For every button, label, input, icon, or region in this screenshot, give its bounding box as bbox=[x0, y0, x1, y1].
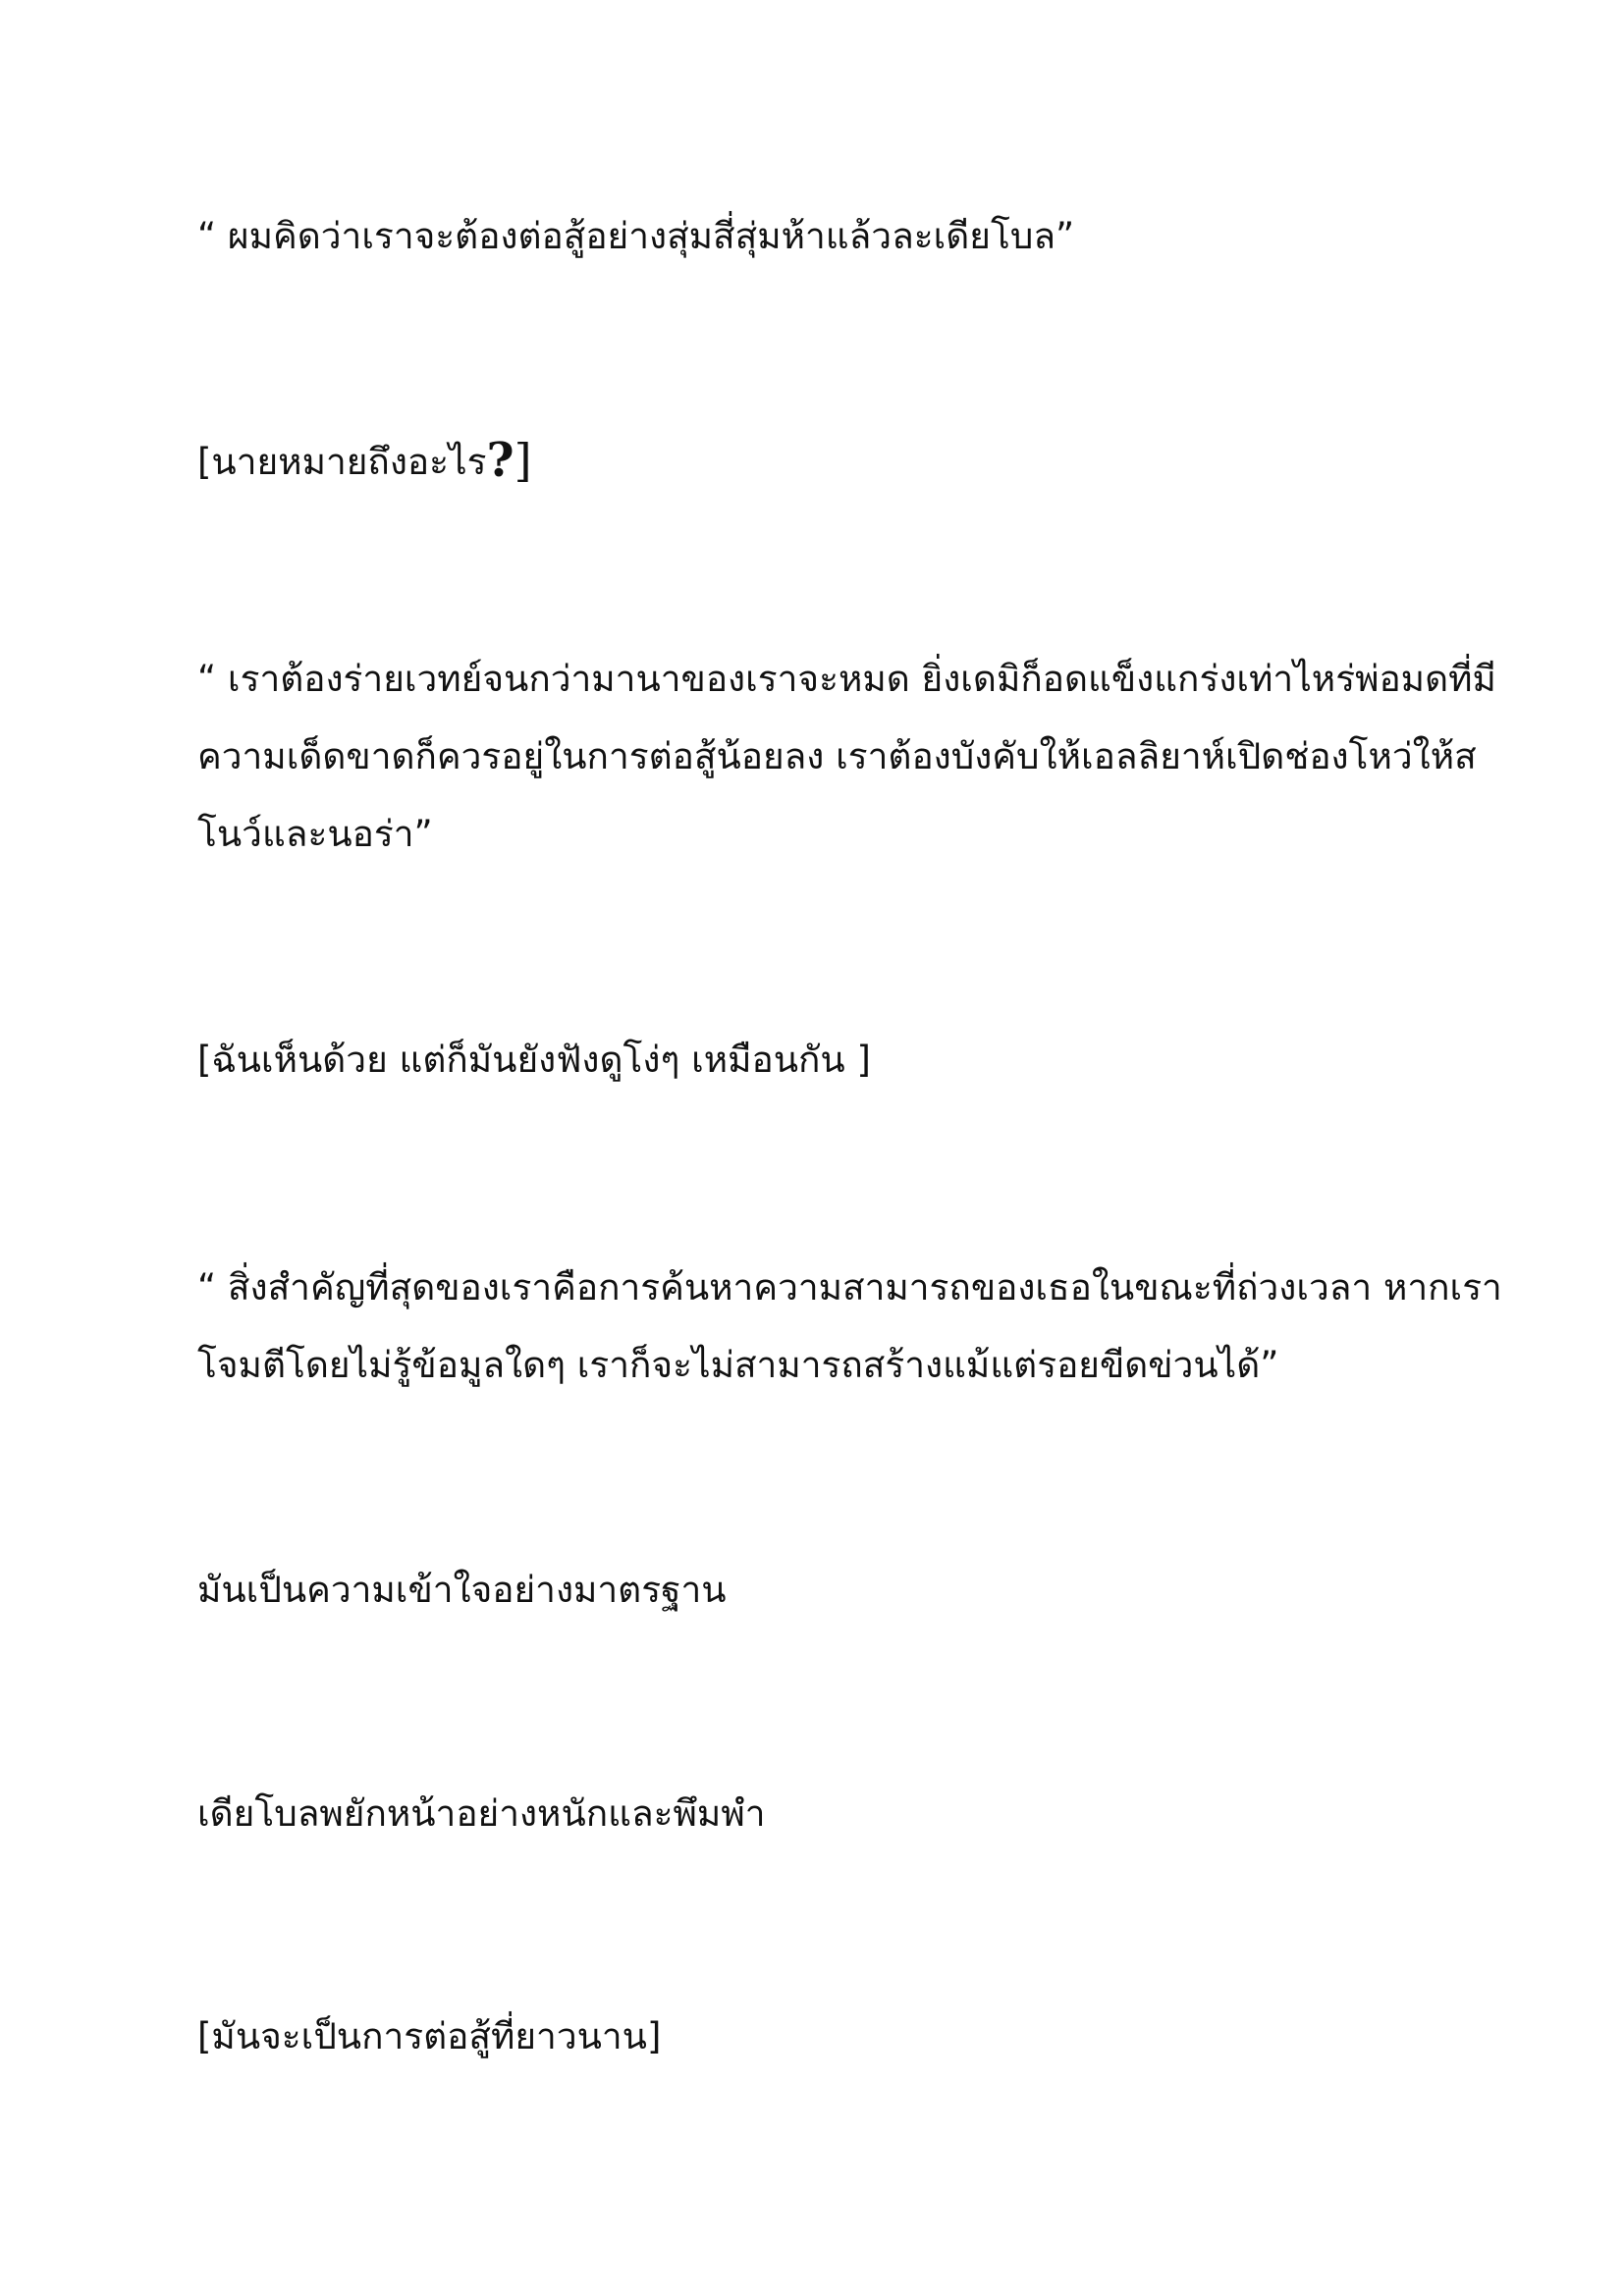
paragraph-narration-1 bbox=[197, 1551, 1435, 1629]
paragraph-dialogue-3 bbox=[197, 1249, 1502, 1404]
text-line: โนว์และนอร่า” bbox=[197, 813, 433, 855]
text-line: [ฉันเห็นด้วย แต่ก็มันยังฟังดูโง่ๆ เหมือนกัน ] bbox=[197, 1039, 871, 1081]
text-line bbox=[197, 420, 1435, 501]
text-line: ความเด็ดขาดก็ควรอยู่ในการต่อสู้น้อยลง เราต้องบังคับให้เอลลิยาห์เปิดช่องโหว่ให้ส bbox=[197, 735, 1477, 777]
text-line: [มันจะเป็นการต่อสู้ที่ยาวนาน] bbox=[197, 2015, 662, 2057]
paragraph-narration-2 bbox=[197, 1775, 1435, 1852]
paragraph-dialogue-1 bbox=[197, 197, 1435, 275]
text-line: “ สิ่งสำคัญที่สุดของเราคือการค้นหาความสามารถของเธอในขณะที่ถ่วงเวลา หากเรา bbox=[197, 1266, 1502, 1308]
paragraph-thought-2 bbox=[197, 1021, 1435, 1098]
text-line: มันเป็นความเข้าใจอย่างมาตรฐาน bbox=[197, 1569, 727, 1611]
text-line-body: [นายหมายถึงอะไร bbox=[197, 441, 487, 483]
text-line: “ ผมคิดว่าเราจะต้องต่อสู้อย่างสุ่มสี่สุ่มห้าแล้วละเดียโบล” bbox=[197, 215, 1075, 257]
text-line: เดียโบลพยักหน้าอย่างหนักและพึมพำ bbox=[197, 1792, 766, 1835]
paragraph-dialogue-2 bbox=[197, 640, 1496, 873]
text-line: “ เราต้องร่ายเวทย์จนกว่ามานาของเราจะหมด ยิ่งเดมิก็อดแข็งแกร่งเท่าไหร่พ่อมดที่มี bbox=[197, 658, 1496, 700]
closing-bracket: ] bbox=[514, 434, 532, 487]
paragraph-thought-1 bbox=[197, 420, 1435, 501]
question-mark: ? bbox=[486, 433, 514, 488]
paragraph-thought-3 bbox=[197, 1998, 1435, 2075]
text-line: โจมตีโดยไม่รู้ข้อมูลใดๆ เราก็จะไม่สามารถสร้างแม้แต่รอยขีดข่วนได้” bbox=[197, 1344, 1279, 1386]
